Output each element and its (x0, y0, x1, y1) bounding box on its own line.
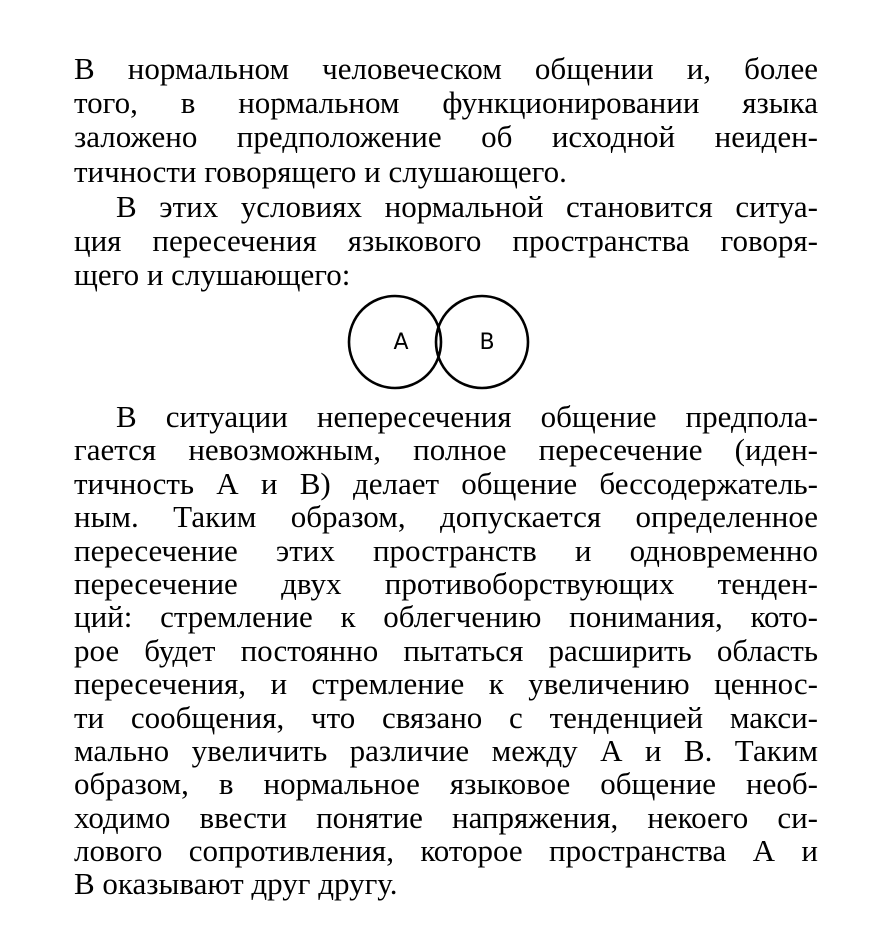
text-line: образом, в нормальное языковое общение необ- (74, 766, 818, 802)
text-line: тичности говорящего и слушающего. (74, 153, 567, 189)
text-line: гается невозможным, полное пересечение (иден- (74, 432, 818, 468)
text-line: В оказывают друг другу. (74, 866, 398, 902)
text-line: ция пересечения языкового пространства говоря- (74, 222, 818, 258)
text-line: ходимо ввести понятие напряжения, некоего си- (74, 799, 818, 835)
text-line: пересечения, и стремление к увеличению ценнос- (74, 666, 818, 702)
text-block-top (74, 52, 818, 292)
venn-diagram-svg (340, 288, 540, 400)
text-line: заложено предположение об исходной неиден- (74, 119, 818, 155)
paragraph-3 (74, 400, 818, 901)
text-line: мально увеличить различие между А и В. Таким (74, 732, 818, 768)
text-line: В этих условиях нормальной становится ситуа- (116, 188, 818, 224)
paragraph-1 (74, 52, 818, 189)
text-line: ти сообщения, что связано с тенденцией макси- (74, 699, 818, 735)
text-line: В ситуации непересечения общение предпола- (116, 399, 818, 434)
circle-a-label: А (393, 330, 409, 355)
text-line: ций: стремление к облегчению понимания, кото- (74, 599, 818, 635)
text-line: тичность А и В) делает общение бессодержатель- (74, 465, 818, 501)
text-line: В нормальном человеческом общении и, более (74, 51, 818, 86)
text-line: щего и слушающего: (74, 257, 351, 293)
text-line: лового сопротивления, которое пространства А и (74, 833, 818, 869)
text-line: ным. Таким образом, допускается определенное (74, 499, 818, 535)
text-line: пересечение двух противоборствующих тенден- (74, 565, 818, 601)
paragraph-2 (74, 190, 818, 293)
venn-diagram (340, 288, 540, 400)
text-line: рое будет постоянно пытаться расширить область (74, 632, 818, 668)
text-line: того, в нормальном функционировании языка (74, 85, 818, 121)
circle-b-label: В (479, 330, 495, 355)
text-line: пересечение этих пространств и одновременно (74, 532, 818, 568)
